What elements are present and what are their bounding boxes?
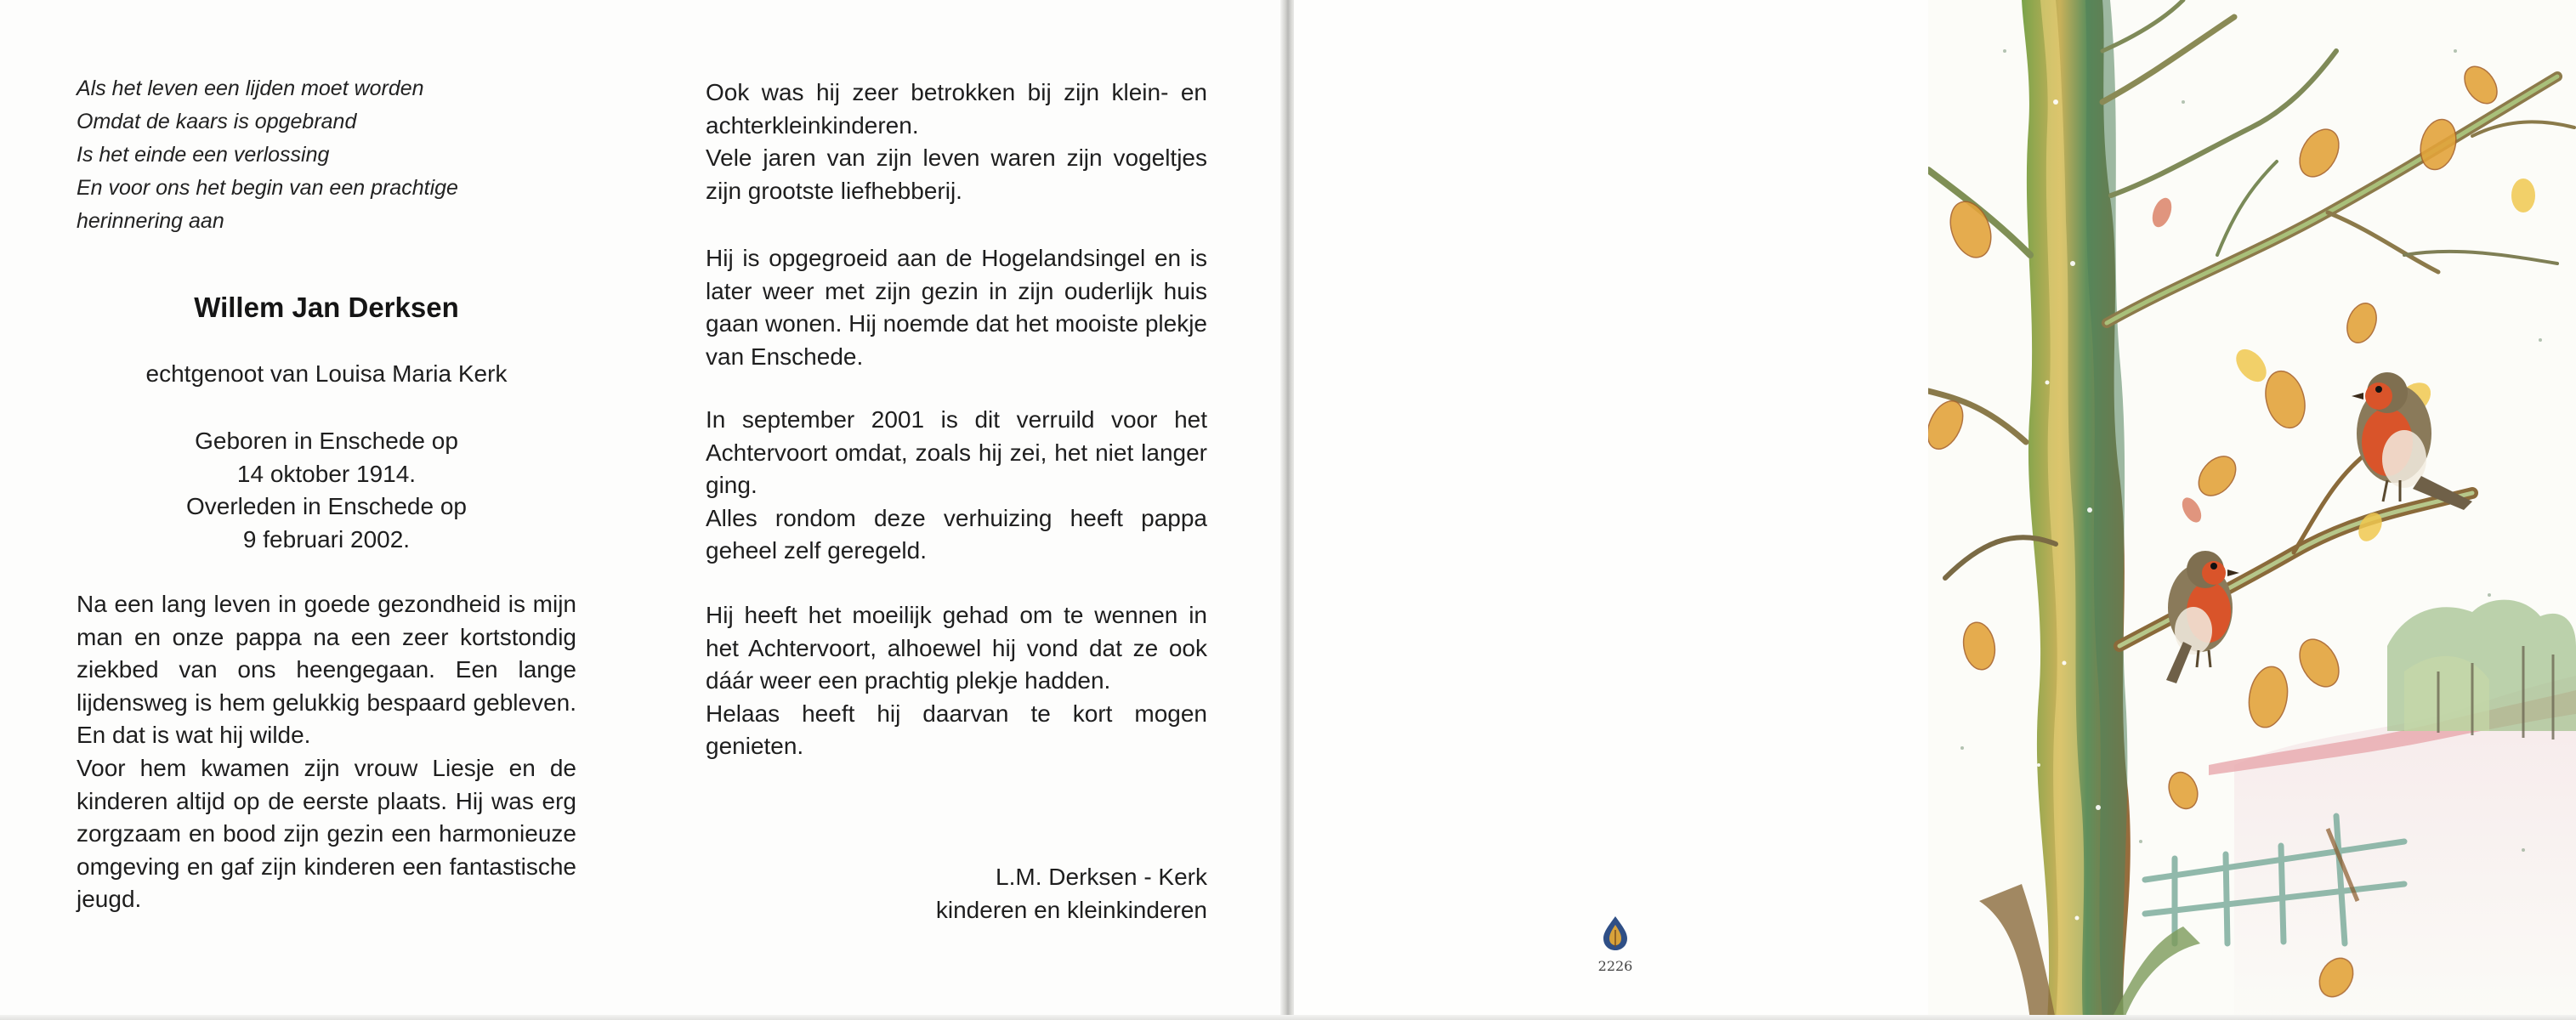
paragraph: Voor hem kwamen zijn vrouw Liesje en de kinderen altijd op de eerste plaats. Hij was erg zorgzaam en bood zijn gezin een harmonieuze omgeving en gaf zijn kinderen een fantastische jeugd. <box>77 754 576 913</box>
publisher-logo <box>1597 915 1634 974</box>
signature <box>706 860 1207 926</box>
poem-line: Is het einde een verlossing <box>77 143 330 167</box>
paragraph: Na een lang leven in goede gezondheid is mijn man en onze pappa na een zeer kortstondig ziekbed van ons heengegaan. Een lange lijdensweg is hem gelukkig bespaard gebleven. En dat is wat hij wilde. <box>77 591 576 749</box>
paragraph: Alles rondom deze verhuizing heeft pappa geheel zelf geregeld. <box>706 504 1207 564</box>
date-line: Geboren in Enschede op <box>195 428 458 454</box>
date-line: Overleden in Enschede op <box>186 493 467 519</box>
teardrop-leaf-icon <box>1598 915 1632 952</box>
spouse-line: echtgenoot van Louisa Maria Kerk <box>145 360 508 387</box>
biography-text-block <box>706 242 1207 373</box>
paragraph: Hij is opgegroeid aan de Hogelandsingel en is later weer met zijn gezin in zijn ouderlijk huis gaan wonen. Hij noemde dat het mooiste plekje van Enschede. <box>706 245 1207 370</box>
paragraph: In september 2001 is dit verruild voor het Achtervoort omdat, zoals hij zei, het niet langer ging. <box>706 406 1207 499</box>
date-line: 14 oktober 1914. <box>236 460 417 487</box>
poem-line: Omdat de kaars is opgebrand <box>77 110 357 133</box>
date-line: 9 februari 2002. <box>242 525 411 552</box>
poem-line: herinnering aan <box>77 209 224 233</box>
signature-line: kinderen en kleinkinderen <box>935 897 1207 923</box>
inner-page-left <box>0 0 1285 1020</box>
poem <box>77 72 553 238</box>
tree-painting-svg <box>1928 0 2576 1020</box>
signature-line: L.M. Derksen - Kerk <box>996 864 1207 890</box>
biography-text-block <box>706 599 1207 763</box>
biography-text-block <box>706 404 1207 568</box>
poem-line: Als het leven een lijden moet worden <box>77 76 424 100</box>
card-bottom-edge <box>0 1015 2576 1020</box>
birth-death-dates <box>77 425 576 556</box>
paragraph: Vele jaren van zijn leven waren zijn vogeltjes zijn grootste liefhebberij. <box>706 144 1207 204</box>
paragraph: Helaas heeft hij daarvan te kort mogen genieten. <box>706 700 1207 760</box>
paragraph: Ook was hij zeer betrokken bij zijn klein- en achterkleinkinderen. <box>706 79 1207 139</box>
poem-line: En voor ons het begin van een prachtige <box>77 176 458 200</box>
paragraph: Hij heeft het moeilijk gehad om te wennen in het Achtervoort, alhoewel hij vond dat ze ook dáár weer een prachtig plekje hadden. <box>706 602 1207 694</box>
deceased-name: Willem Jan Derksen <box>194 292 459 323</box>
watercolor-tree-robins-illustration <box>1928 0 2576 1020</box>
biography-text-block <box>706 76 1207 207</box>
biography-text-left <box>77 588 576 916</box>
card-number: 2226 <box>1597 958 1633 974</box>
